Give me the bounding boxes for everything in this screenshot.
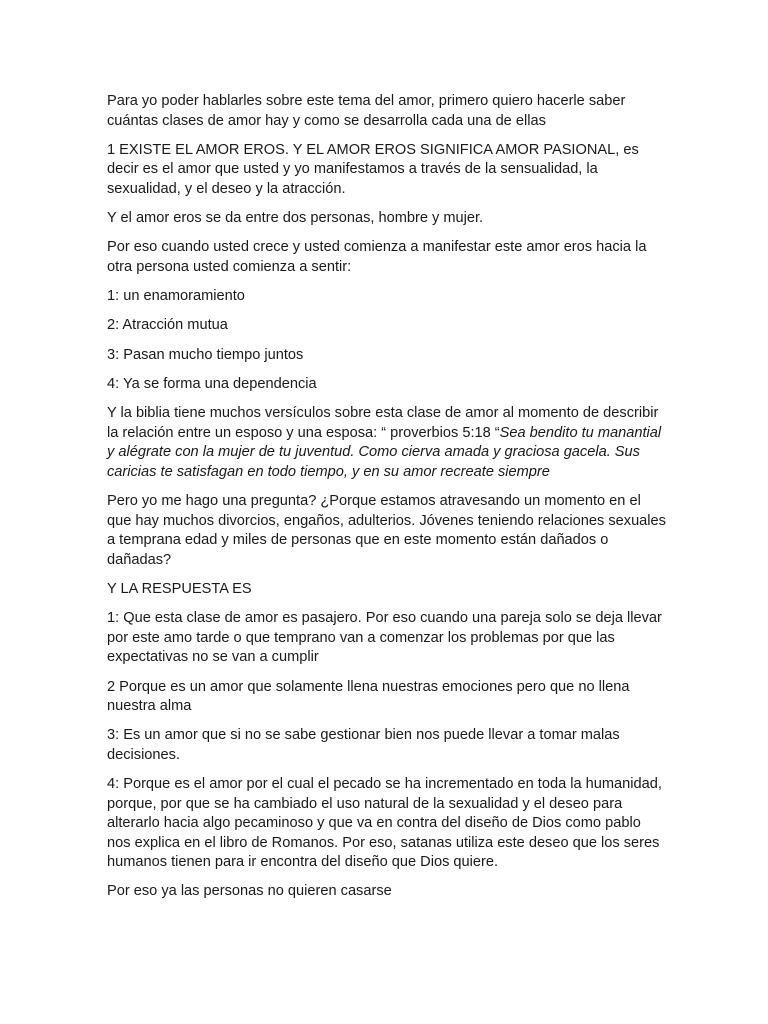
list-item-4: 4: Ya se forma una dependencia xyxy=(107,376,317,393)
bible-verse-intro: Y la biblia tiene muchos versículos sobre esta clase de amor al momento de describir la relación entre un esposo y una esposa: “ proverbios 5:18 “ xyxy=(107,405,659,441)
list-item-2: 2: Atracción mutua xyxy=(107,317,228,334)
answer-item-1: 1: Que esta clase de amor es pasajero. Por eso cuando una pareja solo se deja llevar por este amo tarde o que temprano van a comenzar los problemas por que las expectativas no se van a cumplir xyxy=(107,610,662,666)
paragraph-answer-heading: Y LA RESPUESTA ES xyxy=(107,580,252,597)
answer-item-4: 4: Porque es el amor por el cual el pecado se ha incrementado en toda la humanidad, porque, por que se ha cambiado el uso natural de la sexualidad y el deseo para alterarlo hacia algo pecaminoso y que va en contra del diseño de Dios como pablo nos explica en el libro de Romanos. Por eso, satanas utiliza este deseo que los seres humanos tienen para ir encontra del diseño que Dios quiere. xyxy=(107,776,662,871)
list-item-1: 1: un enamoramiento xyxy=(107,288,245,305)
document-page xyxy=(107,92,667,912)
answer-item-2: 2 Porque es un amor que solamente llena nuestras emociones pero que no llena nuestra alma xyxy=(107,678,630,715)
paragraph-bible-verse xyxy=(107,404,667,482)
answer-item-3: 3: Es un amor que si no se sabe gestionar bien nos puede llevar a tomar malas decisiones. xyxy=(107,727,620,763)
paragraph-question: Pero yo me hago una pregunta? ¿Porque estamos atravesando un momento en el que hay muchos divorcios, engaños, adulterios. Jóvenes teniendo relaciones sexuales a temprana edad y miles de personas que en este momento están dañados o dañadas? xyxy=(107,493,666,568)
list-item-3: 3: Pasan mucho tiempo juntos xyxy=(107,346,304,363)
bible-verse-quote: Sea bendito tu manantial y alégrate con la mujer de tu juventud. Como cierva amada y graciosa gacela. Sus caricias te satisfagan en todo tiempo, y en su amor recreate siempre xyxy=(107,424,662,480)
paragraph-eros-feelings: Por eso cuando usted crece y usted comienza a manifestar este amor eros hacia la otra persona usted comienza a sentir: xyxy=(107,239,647,275)
paragraph-closing: Por eso ya las personas no quieren casarse xyxy=(107,883,392,900)
paragraph-intro: Para yo poder hablarles sobre este tema del amor, primero quiero hacerle saber cuántas clases de amor hay y como se desarrolla cada una de ellas xyxy=(107,93,626,129)
paragraph-eros-definition: 1 EXISTE EL AMOR EROS. Y EL AMOR EROS SIGNIFICA AMOR PASIONAL, es decir es el amor que usted y yo manifestamos a través de la sensualidad, la sexualidad, y el deseo y la atracción. xyxy=(107,141,639,197)
paragraph-eros-between: Y el amor eros se da entre dos personas, hombre y mujer. xyxy=(107,210,484,227)
